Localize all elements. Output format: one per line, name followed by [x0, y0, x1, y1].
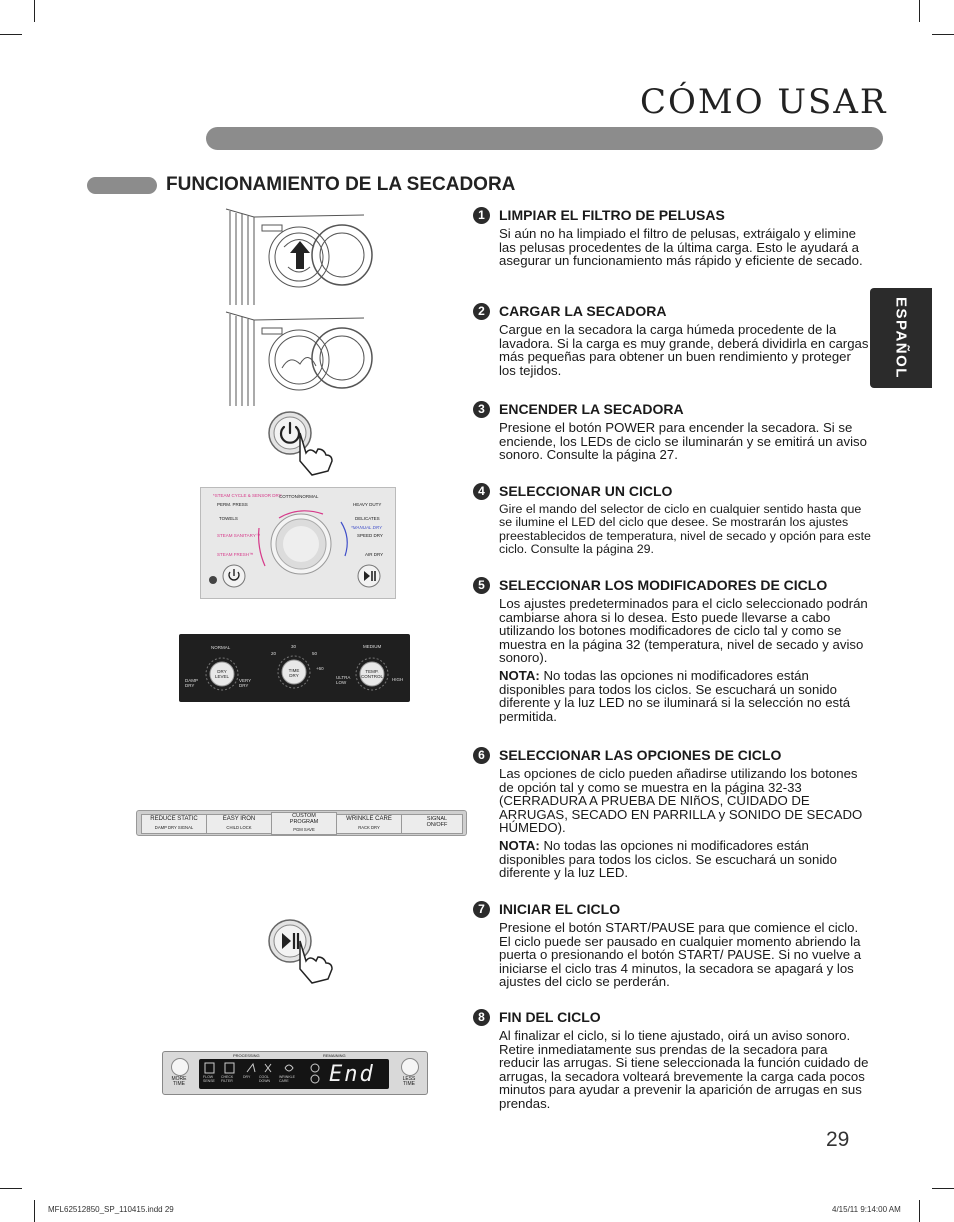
status-icon-label: WRINKLE CARE — [279, 1075, 295, 1083]
step-note — [499, 669, 871, 723]
rack-dry-label: RACK DRY — [358, 825, 380, 830]
cycle-options-panel — [136, 810, 467, 836]
damp-dry-signal-label: DAMP DRY SIGNAL — [154, 825, 194, 830]
step-number: 4 — [473, 483, 490, 500]
crop-mark — [0, 1188, 22, 1189]
crop-mark — [0, 34, 22, 35]
modifier-label: DAMP DRY — [185, 678, 198, 688]
modifier-label: 50 — [312, 651, 318, 656]
section-title: FUNCIONAMIENTO DE LA SECADORA — [166, 174, 516, 195]
page-title: CÓMO USAR — [640, 82, 888, 122]
signal-on-off-button[interactable]: SIGNAL ON/OFF — [426, 816, 448, 828]
dial-label: *MANUAL DRY — [351, 525, 383, 530]
crop-mark — [919, 0, 920, 22]
step-title: CARGAR LA SECADORA — [499, 303, 667, 319]
power-button-illustration — [266, 409, 340, 479]
dryer-load-illustration — [224, 310, 376, 406]
dry-level-button[interactable]: DRY LEVEL — [214, 669, 229, 679]
dial-label: AIR DRY — [365, 552, 384, 557]
step-text-block — [499, 597, 871, 723]
dial-label: HEAVY DUTY — [353, 502, 382, 507]
note-text: No todas las opciones ni modificadores están disponibles para todos los ciclos. Se escuchará un sonido diferente y la luz LED no se iluminará si la selección no está permitida. — [499, 667, 851, 724]
end-readout: End — [329, 1062, 375, 1087]
page-number: 29 — [826, 1128, 850, 1151]
step-title: INICIAR EL CICLO — [499, 901, 621, 917]
step-number: 5 — [473, 577, 490, 594]
status-icon-label: CHECK FILTER — [221, 1075, 234, 1083]
cycle-modifiers-panel — [179, 634, 410, 702]
pgm-save-label: PGM SAVE — [293, 827, 315, 832]
dryer-filter-illustration — [224, 207, 376, 305]
reduce-static-button[interactable]: REDUCE STATIC — [150, 816, 198, 822]
step-title: SELECCIONAR UN CICLO — [499, 483, 673, 499]
cycle-dial-panel — [200, 487, 396, 599]
footer-file: MFL62512850_SP_110415.indd 29 — [48, 1205, 174, 1214]
step-title: SELECCIONAR LAS OPCIONES DE CICLO — [499, 747, 782, 763]
dial-label: TOWELS — [219, 516, 238, 521]
step-text: Los ajustes predeterminados para el ciclo seleccionado podrán cambiarse ahora si lo desea. Esto puede llevarse a cabo utilizando los botones modificadores de ciclo tal y como se muestra en la página 32 (temperatura, nivel de secado y aviso sonoro). — [499, 596, 868, 666]
step-number: 2 — [473, 303, 490, 320]
crop-mark — [932, 1188, 954, 1189]
modifier-label: 20 — [271, 651, 277, 656]
power-button — [223, 565, 245, 587]
step-title: LIMPIAR EL FILTRO DE PELUSAS — [499, 207, 725, 223]
step-text: Cargue en la secadora la carga húmeda procedente de la lavadora. Si la carga es muy grande, deberá dividirla en cargas más pequeñas para obtener un buen rendimiento y proteger los tejidos. — [499, 322, 869, 378]
modifier-label: NORMAL — [211, 645, 231, 650]
footer-date: 4/15/11 9:14:00 AM — [832, 1205, 901, 1214]
dial-label: PERM. PRESS — [217, 502, 248, 507]
remaining-label: REMAINING — [323, 1053, 346, 1058]
step-number: 7 — [473, 901, 490, 918]
dial-label: STEAM SANITARY™ — [217, 533, 261, 538]
modifier-label: 30 — [291, 644, 297, 649]
step-note — [499, 839, 871, 880]
step-title: ENCENDER LA SECADORA — [499, 401, 684, 417]
step-text: Presione el botón START/PAUSE para que comience el ciclo. El ciclo puede ser pausado en cualquier momento abriendo la puerta o presionando el botón START/ PAUSE. Si no vuelve a iniciarse el ciclo tras 4 minutos, la secadora se apagará y los ajustes del ciclo se perderán. — [499, 920, 862, 990]
crop-mark — [34, 0, 35, 22]
step-text: Gire el mando del selector de ciclo en cualquier sentido hasta que se ilumine el LED del ciclo que desee. Se mostrarán los ajustes preestablecidos de temperatura, nivel de secado y opción para este ciclo. Consulte la página 29. — [499, 502, 871, 557]
start-pause-illustration — [266, 917, 340, 987]
note-text: No todas las opciones ni modificadores están disponibles para todos los ciclos. Se escuchará un sonido diferente y la luz LED. — [499, 837, 837, 881]
crop-mark — [919, 1200, 920, 1222]
step-text: Presione el botón POWER para encender la secadora. Si se enciende, los LEDs de ciclo se iluminarán y se emitirá un aviso sonoro. Consulte la página 27. — [499, 420, 867, 463]
section-pill — [87, 177, 157, 194]
dial-label: *STEAM CYCLE & SENSOR DRY — [213, 493, 282, 498]
step-number: 3 — [473, 401, 490, 418]
step-text: Las opciones de ciclo pueden añadirse utilizando los botones de opción tal y como se muestra en la página 32-33 (CERRADURA A PRUEBA DE NIñOS, CUIDADO DE ARRUGAS, SECADO EN PARRILLA y SONIDO DE SECADO HÚMEDO). — [499, 766, 863, 836]
easy-iron-button[interactable]: EASY IRON — [222, 816, 256, 822]
note-label: NOTA: — [499, 837, 540, 853]
crop-mark — [34, 1200, 35, 1222]
dial-label: STEAM FRESH™ — [217, 552, 254, 557]
step-text-block — [499, 767, 871, 880]
modifier-label: VERY DRY — [239, 678, 252, 688]
control-display-panel — [162, 1051, 428, 1095]
step-title: SELECCIONAR LOS MODIFICADORES DE CICLO — [499, 577, 828, 593]
step-text: Al finalizar el ciclo, si lo tiene ajustado, oirá un aviso sonoro. Retire inmediatamente sus prendas de la secadora para reducir las arrugas. Si tiene seleccionada la función cuidado de arrugas, la secadora volteará brevemente la carga cada pocos minutos para ayudar a prevenir la aparición de arrugas en sus prendas. — [499, 1028, 869, 1111]
wrinkle-care-button[interactable]: WRINKLE CARE — [346, 816, 392, 822]
child-lock-label: CHILD LOCK — [226, 825, 252, 830]
step-title: FIN DEL CICLO — [499, 1009, 601, 1025]
modifier-label: +60 — [316, 666, 324, 671]
more-time-button[interactable]: MORE TIME — [171, 1076, 187, 1087]
display-screen — [199, 1059, 389, 1089]
dial-label: DELICATES — [355, 516, 380, 521]
dial-label: COTTON/NORMAL — [279, 494, 319, 499]
step-number: 8 — [473, 1009, 490, 1026]
step-number: 1 — [473, 207, 490, 224]
start-pause-button — [358, 565, 380, 587]
language-tab-label: ESPAÑOL — [892, 297, 910, 379]
title-bar — [206, 127, 883, 150]
language-tab — [870, 288, 932, 388]
filter-arrow-icon — [290, 241, 310, 269]
crop-mark — [932, 34, 954, 35]
step-text: Si aún no ha limpiado el filtro de pelusas, extráigalo y elimine las pelusas procedentes de la última carga. Esto le ayudará a asegurar un funcionamiento más rápido y eficiente de secado. — [499, 226, 863, 269]
step-number: 6 — [473, 747, 490, 764]
modifier-label: ULTRA LOW — [336, 675, 351, 685]
dial-label: SPEED DRY — [357, 533, 383, 538]
temp-control-button[interactable]: TEMP. CONTROL — [360, 669, 383, 679]
status-icon-label: FLOW SENSE — [203, 1075, 215, 1083]
modifier-label: MEDIUM — [363, 644, 382, 649]
note-label: NOTA: — [499, 667, 540, 683]
status-icon-label: DRY — [243, 1075, 251, 1079]
custom-program-button[interactable]: CUSTOM PROGRAM — [289, 813, 319, 825]
status-icon-label: COOL DOWN — [259, 1075, 271, 1083]
less-time-button[interactable]: LESS TIME — [402, 1076, 416, 1087]
time-dry-button[interactable]: TIME DRY — [288, 668, 300, 678]
processing-label: PROCESSING — [233, 1053, 260, 1058]
modifier-label: HIGH — [392, 677, 404, 682]
